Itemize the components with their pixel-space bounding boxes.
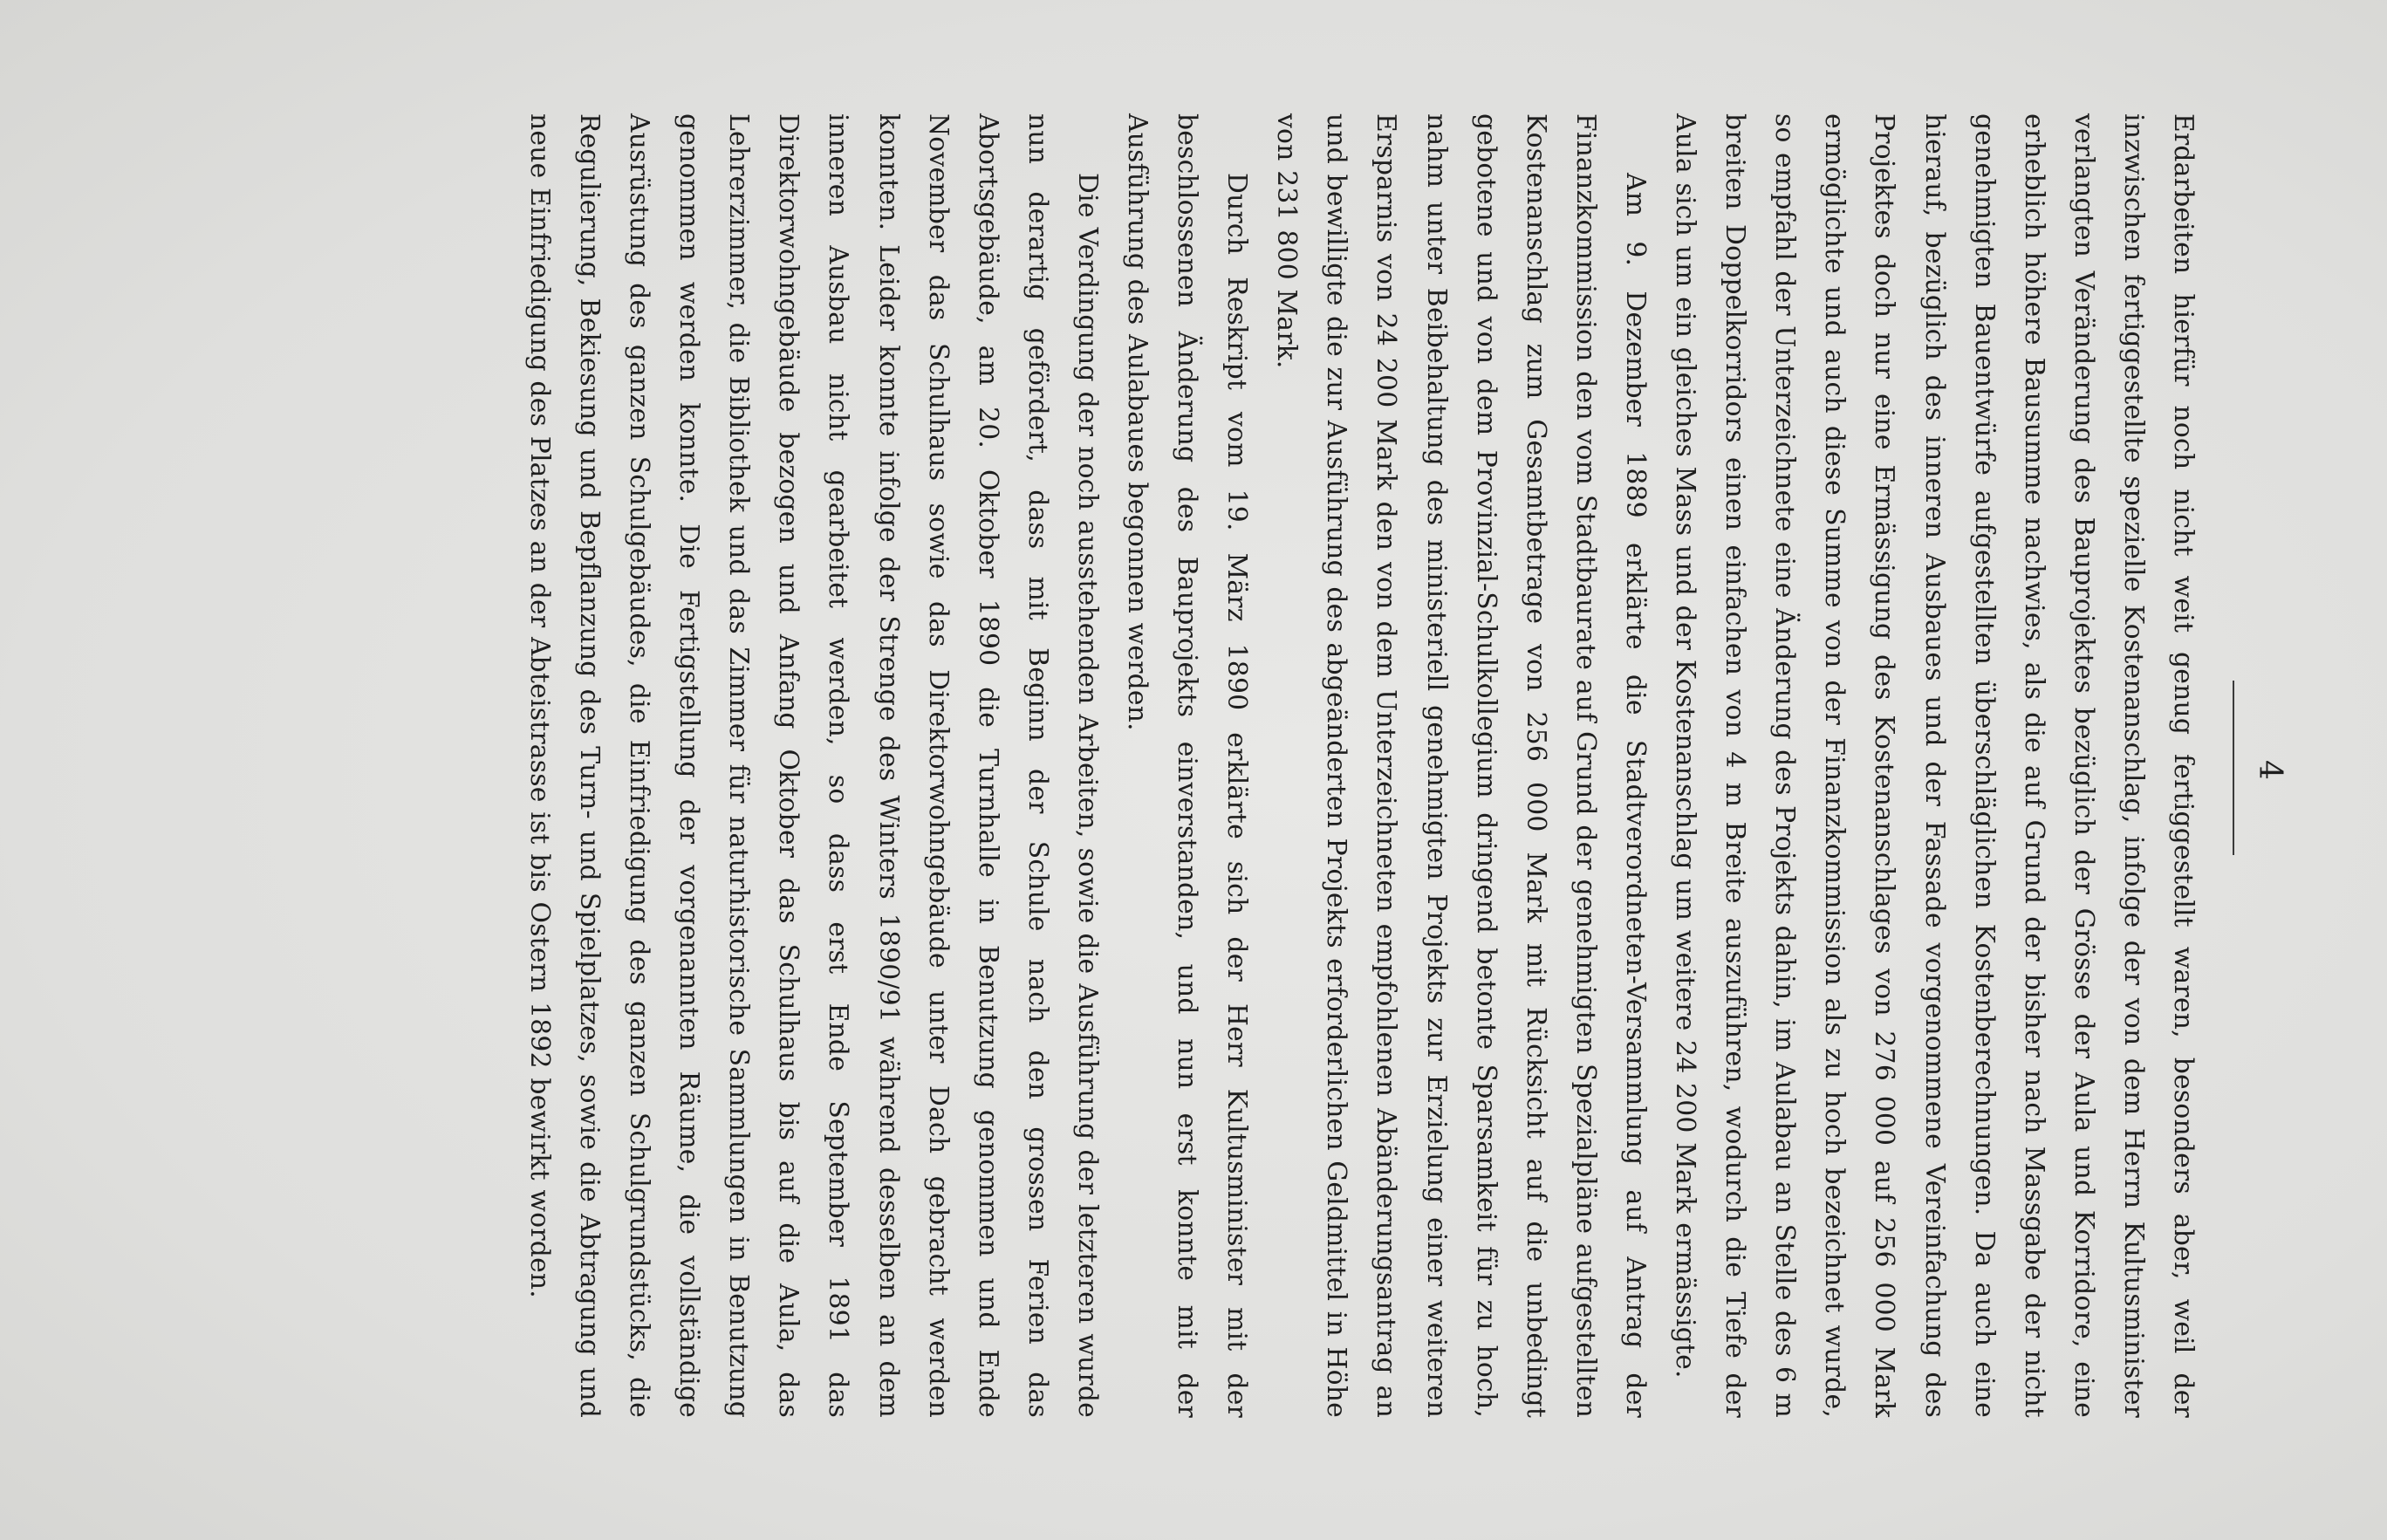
paragraph: Durch Reskript vom 19. März 1890 erklärte sich der Herr Kultusminister mit der beschlossenen Änderung des Bauprojekts einverstanden, und nun erst konnte mit der Ausführung des Aulabaues begonnen werden.: [1122, 113, 1253, 1418]
paragraph: Erdarbeiten hierfür noch nicht weit genug fertiggestellt waren, besonders aber, weil der inzwischen fertiggestellte spezielle Kostenanschlag, infolge der von dem Herrn Kultusminister verlangten Veränderung des Bauprojektes bezüglich der Grösse der Aula und Korridore, eine erheblich höhere Bausumme nachwies, als die auf Grund der bisher nach Massgabe der nicht genehmigten Bauentwürfe aufgestellten überschläglichen Kostenberechnungen. Da auch eine hierauf, bezüglich des inneren Ausbaues und der Fassade vorgenommene Vereinfachung des Projektes doch nur eine Ermässigung des Kostenanschlages von 276 000 auf 256 000 Mark ermöglichte und auch diese Summe von der Finanzkommission als zu hoch bezeichnet wurde, so empfahl der Unterzeichnete eine Änderung des Projekts dahin, im Aulabau an Stelle des 6 m breiten Doppelkorridors einen einfachen von 4 m Breite auszuführen, wodurch die Tiefe der Aula sich um ein gleiches Mass und der Kostenanschlag um weitere 24 200 Mark ermässigte.: [1670, 113, 2199, 1418]
body-text: [515, 113, 2208, 1418]
paragraph: Die Verdingung der noch ausstehenden Arbeiten, sowie die Ausführung der letzteren wurde nun derartig gefördert, dass mit Beginn der Schule nach den grossen Ferien das Abortsgebäude, am 20. Oktober 1890 die Turnhalle in Benutzung genommen und Ende November das Schulhaus sowie das Direktorwohngebäude unter Dach gebracht werden konnten. Leider konnte infolge der Strenge des Winters 1890/91 während desselben an dem inneren Ausbau nicht gearbeitet werden, so dass erst Ende September 1891 das Direktorwohngebäude bezogen und Anfang Oktober das Schulhaus bis auf die Aula, das Lehrerzimmer, die Bibliothek und das Zimmer für naturhistorische Sammlungen in Benutzung genommen werden konnte. Die Fertigstellung der vorgenannten Räume, die vollständige Ausrüstung des ganzen Schulgebäudes, die Einfriedigung des ganzen Schulgrundstücks, die Regulierung, Bekiesung und Bepflanzung des Turn- und Spielplatzes, sowie die Abtragung und neue Einfriedigung des Platzes an der Abteistrasse ist bis Ostern 1892 bewirkt worden.: [523, 113, 1103, 1418]
page-number: 4: [2252, 760, 2288, 780]
paragraph: Am 9. Dezember 1889 erklärte die Stadtverordneten-Versammlung auf Antrag der Finanzkommission den vom Stadtbaurate auf Grund der genehmigten Spezialpläne aufgestellten Kostenanschlag zum Gesamtbetrage von 256 000 Mark mit Rücksicht auf die unbedingt gebotene und von dem Provinzial-Schulkollegium dringend betonte Sparsamkeit für zu hoch, nahm unter Beibehaltung des ministeriell genehmigten Projekts zur Erzielung einer weiteren Ersparnis von 24 200 Mark den von dem Unterzeichneten empfohlenen Abänderungsantrag an und bewilligte die zur Ausführung des abgeänderten Projekts erforderlichen Geldmittel in Höhe von 231 800 Mark.: [1271, 113, 1651, 1418]
page-number-rule: [2233, 681, 2234, 855]
